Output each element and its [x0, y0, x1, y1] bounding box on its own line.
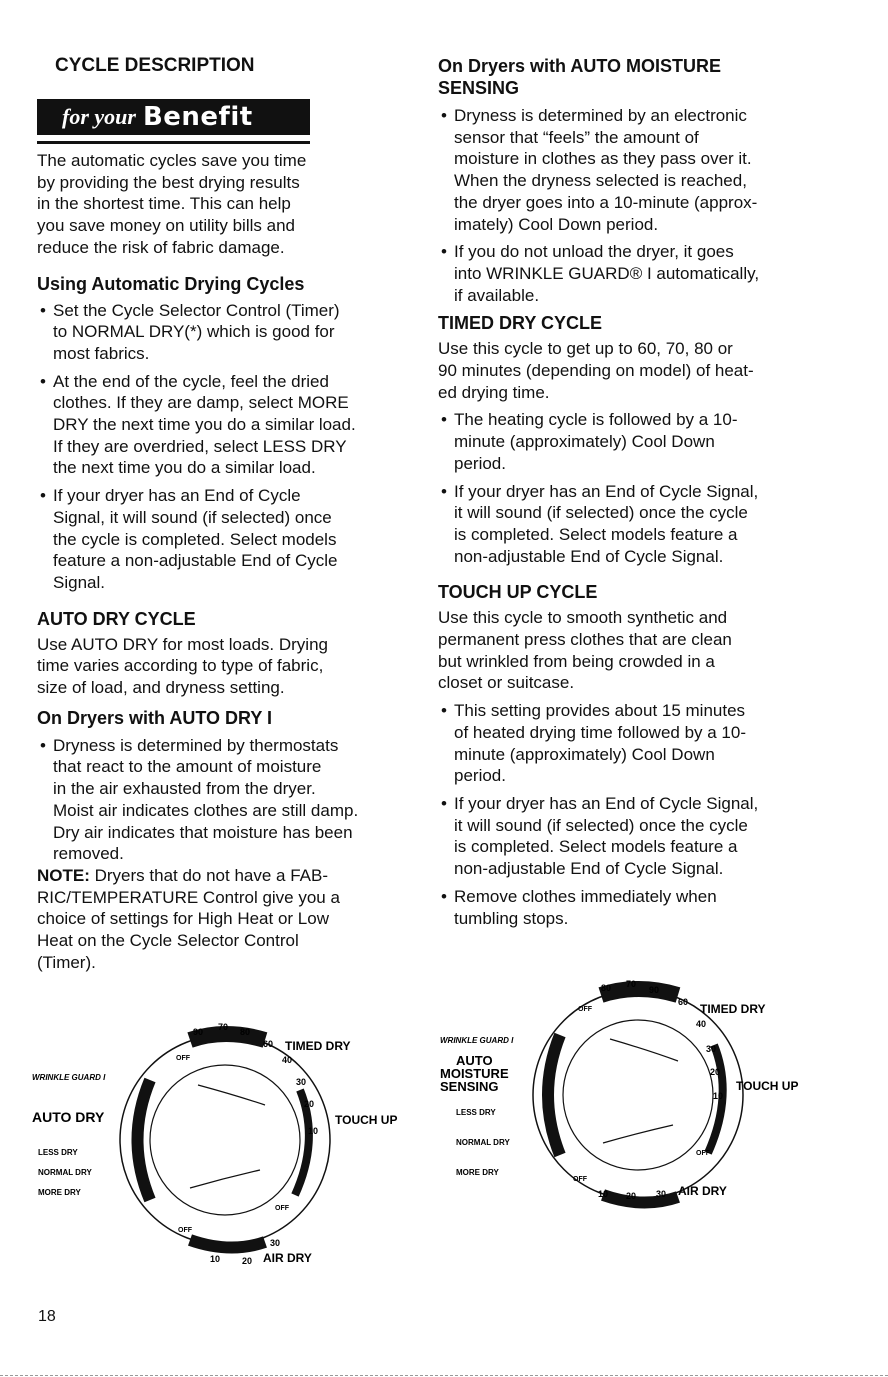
- bullet-line: moisture in clothes as they pass over it.: [454, 149, 752, 169]
- dial-label-auto: AUTO: [456, 1053, 493, 1068]
- bullet-line: period.: [454, 453, 506, 473]
- page-heading: CYCLE DESCRIPTION: [55, 55, 255, 76]
- bullet-line: the next time you do a similar load.: [53, 458, 316, 478]
- dial-label-more-dry: MORE DRY: [38, 1188, 81, 1197]
- dial-label-air-dry: AIR DRY: [263, 1251, 312, 1265]
- dial-label-air-dry: AIR DRY: [678, 1184, 727, 1198]
- bullet-line: If you do not unload the dryer, it goes: [454, 242, 734, 262]
- note-paragraph: [37, 865, 422, 974]
- dial-off-bottom: OFF: [573, 1176, 587, 1183]
- bullet-line: the cycle is completed. Select models: [53, 529, 337, 549]
- intro-line: in the shortest time. This can help: [37, 194, 291, 214]
- dial-num-40: 40: [696, 1019, 707, 1029]
- bullet-line: The heating cycle is followed by a 10-: [454, 410, 738, 430]
- bullet-line: is completed. Select models feature a: [454, 837, 738, 857]
- dial-air-20: 20: [242, 1256, 253, 1266]
- dial-num-20: 20: [710, 1067, 721, 1077]
- dial-num-40: 40: [282, 1055, 293, 1065]
- bullet-line: DRY the next time you do a similar load.: [53, 415, 356, 435]
- bullet-line: minute (approximately) Cool Down: [454, 432, 715, 452]
- bullet-dot: •: [441, 481, 447, 501]
- bullet-line: Signal, it will sound (if selected) once: [53, 507, 332, 527]
- using-bullet: [37, 485, 422, 594]
- paragraph-line: (Timer).: [37, 952, 96, 972]
- dial-air-20: 20: [626, 1191, 637, 1201]
- bullet-line: period.: [454, 766, 506, 786]
- dial-label-less-dry: LESS DRY: [456, 1108, 496, 1117]
- dial-air-10: 10: [598, 1189, 609, 1199]
- bullet-line: This setting provides about 15 minutes: [454, 701, 746, 721]
- touch-bullet: [438, 886, 868, 929]
- bullet-line: Dry air indicates that moisture has been: [53, 822, 353, 842]
- bullet-line: non-adjustable End of Cycle Signal.: [454, 859, 724, 879]
- bullet-line: Signal.: [53, 572, 105, 592]
- intro-line: you save money on utility bills and: [37, 216, 295, 236]
- paragraph-line: choice of settings for High Heat or Low: [37, 909, 329, 929]
- dial-air-10: 10: [210, 1254, 221, 1264]
- bullet-line: imately) Cool Down period.: [454, 214, 659, 234]
- bullet-line: When the dryness selected is reached,: [454, 171, 747, 191]
- bullet-dot: •: [441, 793, 447, 813]
- dial-label-normal-dry: NORMAL DRY: [38, 1168, 92, 1177]
- bullet-line: most fabrics.: [53, 343, 150, 363]
- auto-dry-paragraph: [37, 634, 422, 699]
- bullet-dot: •: [441, 886, 447, 906]
- intro-line: The automatic cycles save you time: [37, 151, 307, 170]
- bullet-line: of heated drying time followed by a 10-: [454, 722, 747, 742]
- dial-label-wrinkle-guard: WRINKLE GUARD I: [32, 1073, 106, 1082]
- paragraph-line: Use AUTO DRY for most loads. Drying: [37, 634, 328, 654]
- page-bottom-edge: [0, 1375, 888, 1376]
- paragraph-line: 90 minutes (depending on model) of heat-: [438, 361, 754, 381]
- dial-num-80: 80: [601, 983, 612, 993]
- using-bullet: [37, 371, 422, 480]
- auto-dry-i-heading: On Dryers with AUTO DRY I: [37, 707, 273, 728]
- bullet-dot: •: [441, 701, 447, 721]
- logo-benefit: Benefit: [142, 102, 253, 132]
- dial-num-70: 70: [626, 979, 637, 989]
- logo-underline: [37, 141, 310, 144]
- auto-moisture-heading: On Dryers with AUTO MOISTURE: [438, 56, 722, 76]
- bullet-line: Remove clothes immediately when: [454, 886, 717, 906]
- bullet-line: feature a non-adjustable End of Cycle: [53, 551, 338, 571]
- bullet-line: is completed. Select models feature a: [454, 524, 738, 544]
- touch-bullet: [438, 700, 868, 787]
- auto-dry-heading: AUTO DRY CYCLE: [37, 608, 196, 629]
- paragraph-line: time varies according to type of fabric,: [37, 656, 324, 676]
- bullet-line: Dryness is determined by thermostats: [53, 735, 339, 755]
- note-text: Dryers that do not have a FAB-: [89, 865, 329, 885]
- bullet-line: it will sound (if selected) once the cycle: [454, 503, 748, 523]
- dial-label-auto-dry: AUTO DRY: [32, 1109, 105, 1125]
- bullet-line: If your dryer has an End of Cycle Signal,: [454, 481, 759, 501]
- bullet-line: tumbling stops.: [454, 908, 569, 928]
- bullet-line: If your dryer has an End of Cycle: [53, 486, 301, 506]
- dial-off-top: OFF: [176, 1055, 190, 1062]
- bullet-dot: •: [441, 410, 447, 430]
- dial-num-10: 10: [308, 1126, 319, 1136]
- paragraph-line: closet or suitcase.: [438, 673, 575, 693]
- dial-num-10: 10: [713, 1091, 724, 1101]
- dial-num-60: 60: [678, 997, 689, 1007]
- timer-dial-auto-moisture: [438, 975, 858, 1235]
- dial-num-90: 90: [193, 1027, 204, 1037]
- bullet-line: sensor that “feels” the amount of: [454, 127, 699, 147]
- touch-up-heading: TOUCH UP CYCLE: [438, 582, 598, 603]
- dial-num-20: 20: [304, 1099, 315, 1109]
- paragraph-line: permanent press clothes that are clean: [438, 630, 732, 650]
- dial-air-30: 30: [656, 1189, 667, 1199]
- dial-label-timed-dry: TIMED DRY: [700, 1002, 766, 1016]
- using-bullet: [37, 300, 422, 365]
- bullet-line: clothes. If they are damp, select MORE: [53, 393, 349, 413]
- dial-knob: [120, 1034, 330, 1248]
- bullet-line: if available.: [454, 285, 540, 305]
- bullet-line: it will sound (if selected) once the cycle: [454, 815, 748, 835]
- dial-air-30: 30: [270, 1238, 281, 1248]
- bullet-line: Set the Cycle Selector Control (Timer): [53, 300, 340, 320]
- intro-paragraph: [37, 150, 422, 259]
- paragraph-line: size of load, and dryness setting.: [37, 678, 285, 698]
- timed-dry-paragraph: [438, 338, 868, 403]
- bullet-line: If they are overdried, select LESS DRY: [53, 436, 347, 456]
- dial-off-right: OFF: [275, 1205, 289, 1212]
- bullet-dot: •: [441, 242, 447, 262]
- paragraph-line: Use this cycle to get up to 60, 70, 80 or: [438, 339, 733, 359]
- bullet-line: removed.: [53, 844, 124, 864]
- bullet-line: to NORMAL DRY(*) which is good for: [53, 322, 335, 342]
- dial-num-60: 60: [263, 1039, 274, 1049]
- bullet-line: that react to the amount of moisture: [53, 757, 322, 777]
- ams-bullet: [438, 241, 868, 306]
- timed-bullet: [438, 409, 868, 474]
- intro-line: reduce the risk of fabric damage.: [37, 237, 285, 257]
- touch-bullet: [438, 793, 868, 880]
- timed-dry-heading: TIMED DRY CYCLE: [438, 313, 603, 334]
- bullet-line: non-adjustable End of Cycle Signal.: [454, 546, 724, 566]
- bullet-line: Dryness is determined by an electronic: [454, 106, 747, 125]
- bullet-line: the dryer goes into a 10-minute (approx-: [454, 192, 758, 212]
- bullet-line: At the end of the cycle, feel the dried: [53, 371, 329, 391]
- ams-bullet: [438, 105, 868, 235]
- paragraph-line: Heat on the Cycle Selector Control: [37, 931, 299, 951]
- logo-for-your: for your: [62, 104, 136, 129]
- dial-num-70: 70: [218, 1022, 229, 1032]
- auto-moisture-heading: SENSING: [438, 78, 520, 98]
- dial-off-top: OFF: [578, 1006, 592, 1013]
- paragraph-line: RIC/TEMPERATURE Control give you a: [37, 887, 340, 907]
- bullet-line: Moist air indicates clothes are still damp.: [53, 800, 359, 820]
- paragraph-line: but wrinkled from being crowded in a: [438, 651, 715, 671]
- page-number: 18: [38, 1308, 56, 1325]
- auto-dry-i-bullet: [37, 735, 422, 865]
- dial-label-more-dry: MORE DRY: [456, 1168, 499, 1177]
- dial-num-30: 30: [296, 1077, 307, 1087]
- note-label: NOTE:: [37, 865, 90, 885]
- intro-line: by providing the best drying results: [37, 172, 300, 192]
- bullet-dot: •: [441, 106, 447, 125]
- dial-num-90: 90: [649, 985, 660, 995]
- bullet-dot: •: [40, 371, 46, 391]
- timed-bullet: [438, 481, 868, 568]
- bullet-dot: •: [40, 735, 46, 755]
- dial-num-30: 30: [706, 1044, 717, 1054]
- right-column: [438, 55, 868, 929]
- bullet-line: minute (approximately) Cool Down: [454, 744, 715, 764]
- bullet-dot: •: [40, 300, 46, 320]
- dial-knob: [533, 989, 743, 1203]
- dial-label-touch-up: TOUCH UP: [335, 1113, 398, 1127]
- left-column: [37, 150, 422, 974]
- dial-label-normal-dry: NORMAL DRY: [456, 1138, 510, 1147]
- dial-label-touch-up: TOUCH UP: [736, 1079, 799, 1093]
- touch-up-paragraph: [438, 607, 868, 694]
- bullet-line: If your dryer has an End of Cycle Signal,: [454, 793, 759, 813]
- dial-off-right: OFF: [696, 1150, 710, 1157]
- dial-label-timed-dry: TIMED DRY: [285, 1039, 351, 1053]
- bullet-line: into WRINKLE GUARD® I automatically,: [454, 263, 760, 283]
- paragraph-line: Use this cycle to smooth synthetic and: [438, 608, 728, 628]
- bullet-dot: •: [40, 486, 46, 506]
- bullet-line: in the air exhausted from the dryer.: [53, 779, 316, 799]
- dial-label-less-dry: LESS DRY: [38, 1148, 78, 1157]
- for-your-benefit-logo: [37, 99, 310, 144]
- dial-label-sensing: SENSING: [440, 1079, 499, 1094]
- timer-dial-auto-dry: [30, 1010, 430, 1270]
- dial-num-80: 80: [240, 1027, 251, 1037]
- paragraph-line: ed drying time.: [438, 382, 550, 402]
- dial-off-bottom: OFF: [178, 1227, 192, 1234]
- dial-label-wrinkle-guard: WRINKLE GUARD I: [440, 1036, 514, 1045]
- dial-label-moisture: MOISTURE: [440, 1066, 509, 1081]
- using-automatic-heading: Using Automatic Drying Cycles: [37, 273, 305, 294]
